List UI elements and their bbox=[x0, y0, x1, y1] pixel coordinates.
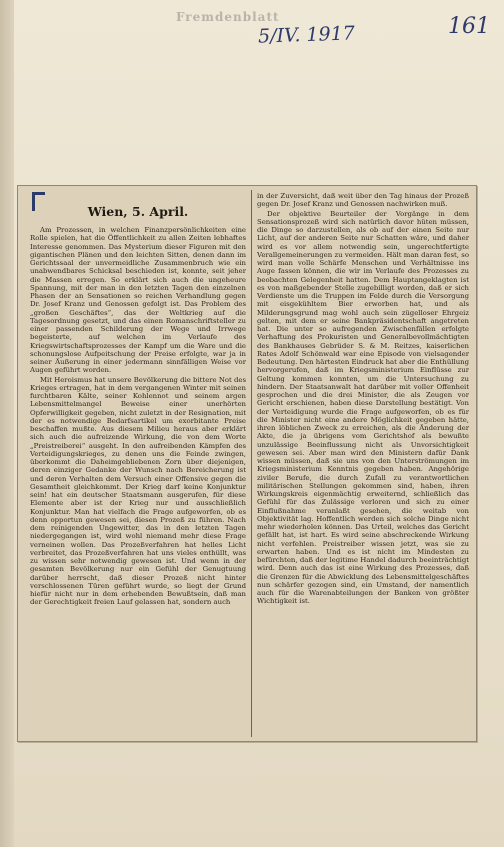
article-paragraph: in der Zuversicht, daß weit über den Tag hinaus der Prozeß gegen Dr. Josef Kranz und Genossen nachwirken muß. bbox=[257, 192, 469, 209]
handwritten-date: 5/IV. 1917 bbox=[257, 22, 356, 48]
newspaper-stamp: Fremdenblatt bbox=[176, 10, 280, 24]
page-edge bbox=[0, 0, 14, 847]
article-paragraph: Der objektive Beurteiler der Vorgänge in dem Sensationsprozeß wird sich natürlich davor hüten müssen, die Dinge so darzustellen, als ob auf der einen Seite nur Licht, auf der anderen Seite nur Schatten wäre, und daher wird es vor allem notwendig sein, ungerechtfertigte Verallgemeinerungen zu vermeiden. Hält man daran fest, so wird man volle Schärfe Menschen und Verhältnisse ins Auge fassen können, die wir im Verlaufe des Prozesses zu beobachten Gelegenheit hatten. Dem Hauptangeklagten ist es von maßgebender Stelle zugebilligt worden, daß er sich Verdienste um die Truppen im Felde durch die Versorgung mit eisgekühltem Bier erworben hat, und als Milderungsgrund mag wohl auch sein zügelloser Ehrgeiz gelten, mit dem er seine Bankpräsidentschaft angetreten hat. Die unter so aufregenden Zwischenfällen erfolgte Verhaftung des Prokuristen und Generalbevollmächtigten des Bankhauses Gebrüder S. & M. Reitzes, kaiserlichen Rates Adolf Schönwald war eine Episode von vielsagender Bedeutung. Den härtesten Eindruck hat aber die Enthüllung hervorgerufen, daß im Kriegsministerium Einflüsse zur Geltung kommen konnten, um die Untersuchung zu hindern. Der Staatsanwalt hat darüber mit voller Offenheit gesprochen und die drei Minister, die als Zeugen vor Gericht erschienen, haben diese Darstellung bestätigt. Von der Verteidigung wurde die Frage aufgeworfen, ob es für die Minister nicht eine andere Möglichkeit gegeben hätte, ihren löblichen Zweck zu erreichen, als die Änderung der Akte, die ja übrigens vom Gerichtshof als bewußte unzulässige Beeinflussung nicht als Unvorsichtigkeit gewesen sei. Aber man wird den Ministern dafür Dank wissen müssen, daß sie uns von den Unterströmungen im Kriegsministerium Kenntnis gegeben haben. Angehörige ziviler Berufe, die durch Zufall zu verantwortlichen militärischen Stellungen gekommen sind, haben, ihren Wirkungskreis eigenmächtig erweiternd, schließlich das Gefühl für das Zulässige verloren und sich zu einer Einflußnahme veranlaßt gesehen, die weitab von Objektivität lag. Hoffentlich werden sich solche Dinge nicht mehr wiederholen können. Das Urteil, welches das Gericht gefällt hat, ist hart. Es wird seine abschreckende Wirkung nicht verfehlen. Preistreiber wissen jetzt, was sie zu erwarten haben. Und es ist nicht im Mindesten zu befürchten, daß der legitime Handel dadurch beeinträchtigt wird. Denn auch das ist eine Wirkung des Prozesses, daß die Grenzen für die Abwicklung des Lebensmittelgeschäftes nun schärfer gezogen sind, ein Umstand, der namentlich auch für die Warenabteilungen der Banken von größter Wichtigkeit ist. bbox=[257, 209, 469, 606]
article-right-column bbox=[257, 192, 469, 735]
column-divider bbox=[251, 190, 252, 737]
article-left-column bbox=[30, 192, 246, 735]
article-paragraph: Am Prozessen, in welchen Finanzpersönlichkeiten eine Rolle spielen, hat die Öffentlichkeit zu allen Zeiten lebhaftes Interesse genommen. Das Mysterium dieser Figuren mit den gigantischen Plänen und den leichten Sitten, denen dann im Gerichtssaal der unvermeidliche Zusammenbruch wie ein unabwendbares Schicksal beschieden ist, konnte, seit jeher die Massen erregen. So erklärt sich auch die ungeheure Spannung, mit der man in den letzten Tagen den einzelnen Phasen der an Sensationen so reichen Verhandlung gegen Dr. Josef Kranz und Genossen gefolgt ist. Das Problem des „großen Geschäftes“, das der Weltkrieg auf die Tagesordnung gesetzt, und das einen Romanschriftsteller zu einer passenden Schilderung der Wege und Irrwege begeisterte, auf welchen im Verlaufe des Kriegswirtschaftsprozesses der Kampf um die Ware und die schonungslose Aufpeitschung der Preise erfolgte, war ja in seiner Äußerung in einer jedermann sinnfälligen Weise vor Augen geführt worden. bbox=[30, 226, 246, 375]
handwritten-archive-number: 161 bbox=[448, 14, 490, 39]
newspaper-clipping bbox=[17, 185, 477, 742]
article-headline: Wien, 5. April. bbox=[87, 204, 189, 219]
article-paragraph: Mit Heroismus hat unsere Bevölkerung die bittere Not des Krieges ertragen, hat in dem vergangenen Winter mit seinen furchtbaren Kälte, seiner Kohlennot und seinem argen Lebensmittelmangel Beweise einer unerhörten Opferwilligkeit gegeben, nicht zuletzt in der Resignation, mit der es notwendige Bedarfsartikel um exorbitante Preise beschaffen mußte. Aus diesem Milieu heraus aber erklärt sich auch die aufreizende Wirkung, die von dem Worte „Preistreiberei“ ausgeht. In den aufreibenden Kämpfen des Verteidigungskrieges, zu denen uns die Feinde zwingen, überkommt die Daheimgebliebenen Zorn über diejenigen, deren einziger Gedanke der Wunsch nach Bereicherung ist und deren Verhalten dem Versuch einer Offensive gegen die Gesamtheit gleichkommt. Der Krieg darf keine Konjunktur sein! hat ein deutscher Staatsmann ausgerufen, für diese Elemente aber ist der Krieg nur und ausschließlich Konjunktur. Man hat vielfach die Frage aufgeworfen, ob es denn opportun gewesen sei, diesen Prozeß zu führen. Nach dem reinigenden Ungewitter, das in den letzten Tagen niedergegangen ist, wird wohl niemand mehr diese Frage verneinen wollen. Das Prozeßverfahren hat helles Licht verbreitet, das Prozeßverfahren hat uns vieles enthüllt, was zu wissen sehr notwendig gewesen ist. Und wenn in der gesamten Bevölkerung nur ein Gefühl der Genugtuung darüber herrscht, daß dieser Prozeß nicht hinter verschlossenen Türen geführt wurde, so liegt der Grund hiefür nicht nur in dem erhebenden Bewußtsein, daß man der Gerechtigkeit freien Lauf gelassen hat, sondern auch bbox=[30, 375, 246, 607]
